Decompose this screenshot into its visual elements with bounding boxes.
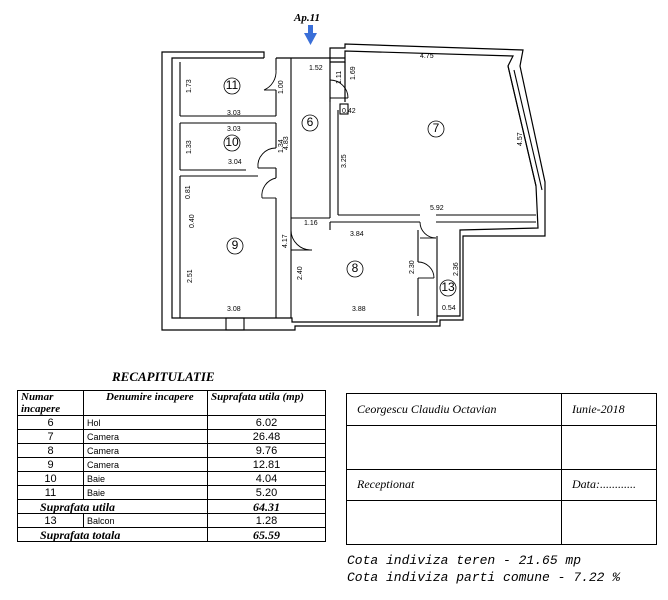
row-room-number: 8: [18, 444, 84, 458]
row-room-number: 9: [18, 458, 84, 472]
dim-2-40: 2.40: [297, 266, 304, 280]
table-row: [18, 444, 326, 458]
table-row: [18, 416, 326, 430]
table-row: [18, 430, 326, 444]
table-row: [18, 472, 326, 486]
row-room-number: 10: [18, 472, 84, 486]
dim-0-81: 0.81: [185, 185, 192, 199]
row-area: 1.28: [208, 514, 326, 528]
row-room-number: 6: [18, 416, 84, 430]
dim-0-40: 0.40: [189, 214, 196, 228]
dim-3-04: 3.04: [228, 159, 242, 166]
dim-4-83: 4.83: [283, 136, 290, 150]
room-label-6: 6: [306, 115, 314, 130]
apartment-label: Ap.11: [294, 12, 320, 24]
row-room-name: Balcon: [84, 514, 208, 528]
header-room-number: Numar incapere: [18, 391, 84, 416]
header-room-name: Denumire incapere: [84, 391, 208, 416]
row-room-number: 7: [18, 430, 84, 444]
dim-3-03-b: 3.03: [227, 126, 241, 133]
dim-4-75: 4.75: [420, 53, 434, 60]
dim-2-30: 2.30: [409, 260, 416, 274]
total-area-row: [18, 528, 326, 542]
author-date-area: [562, 425, 657, 469]
dim-0-42: 0.42: [342, 108, 356, 115]
row-room-name: Camera: [84, 458, 208, 472]
interior-walls: [180, 58, 542, 330]
row-area: 6.02: [208, 416, 326, 430]
dim-0-54: 0.54: [442, 305, 456, 312]
recap-table: [17, 390, 326, 542]
row-room-number: 11: [18, 486, 84, 500]
recap-title: RECAPITULATIE: [112, 369, 215, 384]
common-parts-quota: Cota indiviza parti comune - 7.22 %: [347, 570, 621, 585]
signature-box: [346, 393, 657, 545]
author-signature-area: [347, 425, 562, 469]
row-room-name: Baie: [84, 486, 208, 500]
room-label-8: 8: [351, 261, 359, 276]
author-name: Ceorgescu Claudiu Octavian: [347, 394, 562, 426]
room-label-7: 7: [432, 121, 440, 136]
header-useful-area: Suprafata utila (mp): [208, 391, 326, 416]
row-area: 4.04: [208, 472, 326, 486]
room-label-10: 10: [225, 135, 239, 150]
received-label: Receptionat: [347, 469, 562, 501]
dim-1-11: 1.11: [336, 70, 343, 84]
table-row: [18, 458, 326, 472]
dim-3-84: 3.84: [350, 231, 364, 238]
dim-5-92: 5.92: [430, 205, 444, 212]
room-label-13: 13: [441, 280, 455, 295]
dim-1-16: 1.16: [304, 220, 318, 227]
dim-1-69: 1.69: [350, 66, 357, 80]
dim-3-03-a: 3.03: [227, 110, 241, 117]
row-area: 9.76: [208, 444, 326, 458]
total-area-value: 65.59: [208, 528, 326, 542]
dim-2-51: 2.51: [187, 269, 194, 283]
dim-3-08: 3.08: [227, 306, 241, 313]
row-room-name: Hol: [84, 416, 208, 430]
table-row: [18, 486, 326, 500]
received-date-label: Data:............: [562, 469, 657, 501]
dim-3-25: 3.25: [341, 154, 348, 168]
dim-4-57: 4.57: [517, 132, 524, 146]
dim-1-00: 1.00: [278, 80, 285, 94]
useful-area-value: 64.31: [208, 500, 326, 514]
dim-3-88: 3.88: [352, 306, 366, 313]
dim-4-17: 4.17: [282, 234, 289, 248]
dim-1-52: 1.52: [309, 65, 323, 72]
row-room-name: Camera: [84, 444, 208, 458]
row-room-number: 13: [18, 514, 84, 528]
received-signature-area: [347, 501, 562, 545]
document-date: Iunie-2018: [562, 394, 657, 426]
land-quota: Cota indiviza teren - 21.65 mp: [347, 553, 582, 568]
row-area: 5.20: [208, 486, 326, 500]
dim-1-34: 1.34: [278, 139, 285, 153]
row-area: 12.81: [208, 458, 326, 472]
received-date-area: [562, 501, 657, 545]
room-label-9: 9: [231, 238, 239, 253]
dim-1-73: 1.73: [186, 79, 193, 93]
useful-area-label: Suprafata utila: [18, 500, 208, 514]
total-area-label: Suprafata totala: [18, 528, 208, 542]
row-room-name: Baie: [84, 472, 208, 486]
row-room-name: Camera: [84, 430, 208, 444]
recap-header-row: [18, 391, 326, 416]
room-label-11: 11: [225, 78, 239, 93]
balcony-row: [18, 514, 326, 528]
dim-1-33: 1.33: [186, 140, 193, 154]
outer-walls: [162, 44, 545, 330]
useful-area-row: [18, 500, 326, 514]
dim-2-36: 2.36: [453, 262, 460, 276]
row-area: 26.48: [208, 430, 326, 444]
entry-arrow-icon: [304, 25, 317, 45]
